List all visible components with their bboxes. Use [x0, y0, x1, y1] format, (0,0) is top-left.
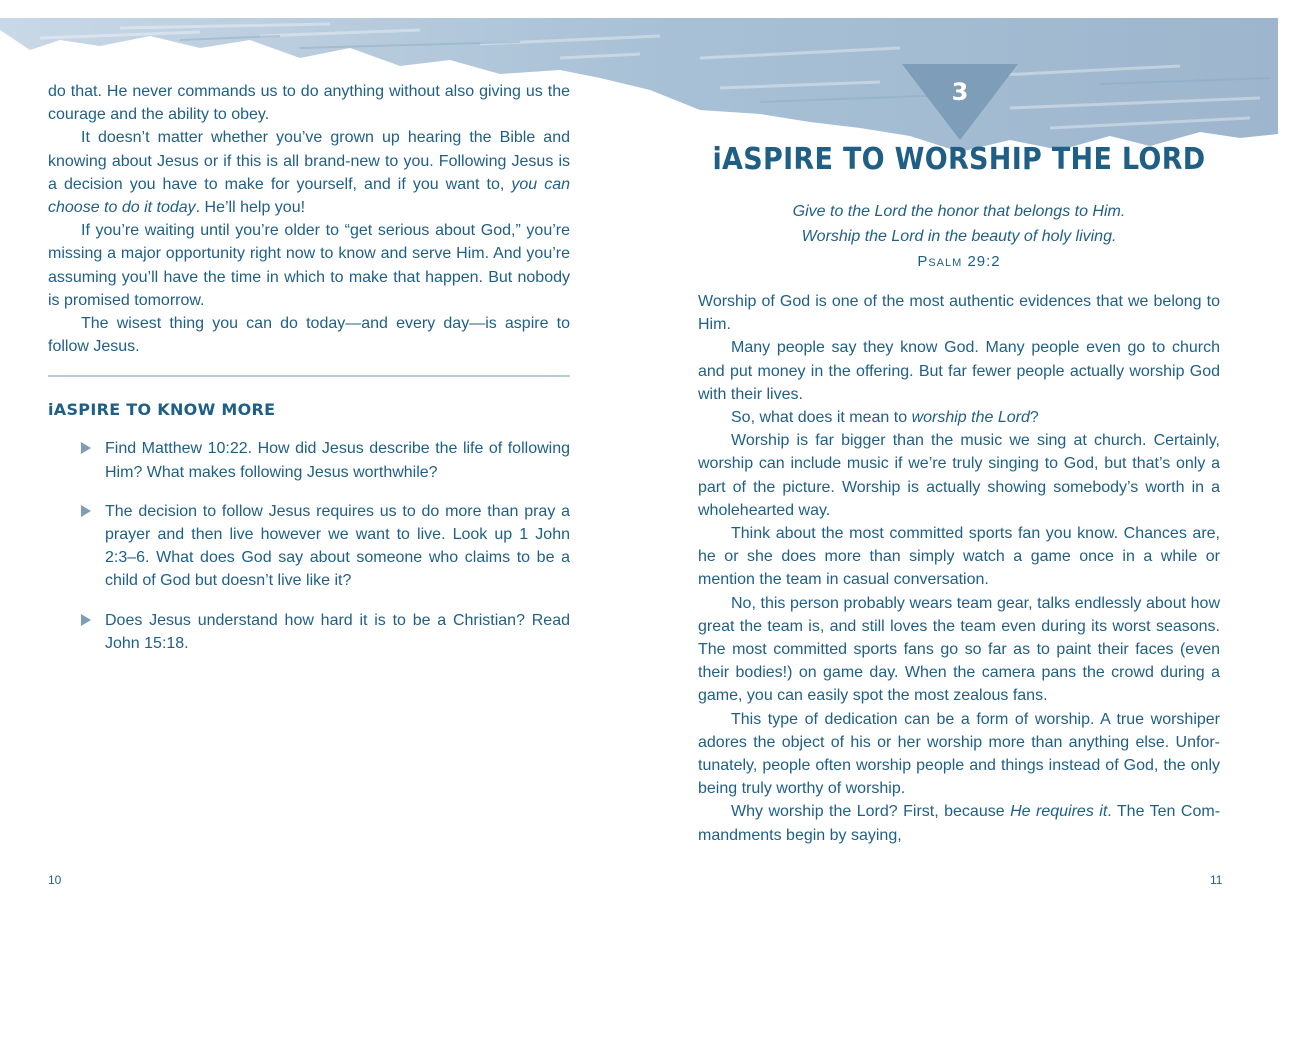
book-spread — [0, 18, 1278, 908]
body-paragraph: do that. He never commands us to do anything without also giving us the courage and the ability to obey. — [48, 83, 570, 124]
triangle-right-icon — [81, 442, 91, 454]
emphasis-text: He requires it — [1010, 803, 1108, 821]
page-number-left: 10 — [48, 873, 62, 887]
body-paragraph: The wisest thing you can do today—and every day—is aspire to follow Jesus. — [48, 315, 570, 356]
left-page — [48, 80, 570, 671]
question-text: Find Matthew 10:22. How did Jesus describe the life of following Him? What makes following Jesus worthwhile? — [105, 440, 570, 481]
question-list — [48, 437, 570, 655]
body-paragraph — [698, 800, 1220, 846]
epigraph-line: Give to the Lord the honor that belongs to Him. — [792, 203, 1126, 220]
chapter-number: 3 — [951, 78, 969, 106]
question-text: Does Jesus understand how hard it is to be a Christian? Read John 15:18. — [105, 611, 570, 652]
epigraph-reference: Psalm 29:2 — [917, 253, 1001, 270]
question-item — [48, 437, 570, 483]
emphasis-text: you can choose to do it today — [48, 175, 570, 217]
triangle-right-icon — [81, 614, 91, 626]
body-paragraph: This type of dedication can be a form of worship. A true worshiper adores the object of his or her worship more than anything else. Unfortunately, people often worship people and things instead of God, the only being truly worthy of worship. — [698, 710, 1220, 798]
question-text: The decision to follow Jesus requires us to do more than pray a prayer and then live however we want to live. Look up 1 John 2:3–6. What does God say about someone who claims to be a child of God but doesn’t live like it? — [105, 502, 570, 590]
paragraph-text: So, what does it mean to — [731, 409, 908, 427]
body-paragraph: Many people say they know God. Many people even go to church and put money in the offering. But far fewer people actually worship God with their lives. — [698, 339, 1220, 403]
paragraph-text: It doesn’t matter whether you’ve grown up hearing the Bible and knowing about Jesus or if this is all brand-new to you. Following Jesus is a decision you have to make for yourself, and if you want to, — [48, 129, 570, 193]
emphasis-text: worship the Lord — [911, 409, 1030, 427]
section-divider — [48, 375, 570, 377]
body-paragraph: No, this person probably wears team gear, talks endlessly about how great the team is, and still loves the team even during its worst seasons. The most committed sports fans go so far as to paint their faces (even their bodies!) on game day. When the camera pans the crowd during a game, you can easily spot the most zealous fans. — [698, 594, 1220, 705]
body-paragraph: If you’re waiting until you’re older to “get serious about God,” you’re missing a major opportunity right now to know and serve Him. And you’re assuming you’ll have the time in which to make that happen. But nobody is promised tomorrow. — [48, 222, 570, 309]
right-page — [698, 290, 1220, 847]
body-paragraph — [48, 126, 570, 219]
page-number-right: 11 — [1210, 873, 1223, 887]
paragraph-text: . He’ll help you! — [195, 199, 306, 217]
epigraph — [698, 200, 1220, 275]
know-more-heading: iASPIRE TO KNOW MORE — [48, 400, 276, 420]
body-paragraph: Worship is far bigger than the music we sing at church. Certainly, worship can include music if we’re truly singing to God, but that’s only a part of the picture. Worship is actually showing somebody’s worth in a wholehearted way. — [698, 432, 1220, 519]
question-item — [48, 609, 570, 655]
paragraph-text: . The Ten Commandments begin by saying, — [698, 803, 1221, 844]
paragraph-text: ? — [1029, 409, 1039, 427]
body-paragraph — [698, 406, 1220, 429]
paragraph-text: Why worship the Lord? First, because — [731, 803, 1005, 821]
body-paragraph: Think about the most committed sports fan you know. Chances are, he or she does more than simply watch a game once in a while or mention the team in casual conversation. — [698, 525, 1220, 589]
chapter-title: iASPIRE TO WORSHIP THE LORD — [712, 142, 1206, 177]
body-paragraph: Worship of God is one of the most authentic evidences that we belong to Him. — [698, 293, 1220, 334]
triangle-right-icon — [81, 505, 91, 517]
epigraph-line: Worship the Lord in the beauty of holy living. — [801, 227, 1117, 245]
question-item — [48, 500, 570, 593]
